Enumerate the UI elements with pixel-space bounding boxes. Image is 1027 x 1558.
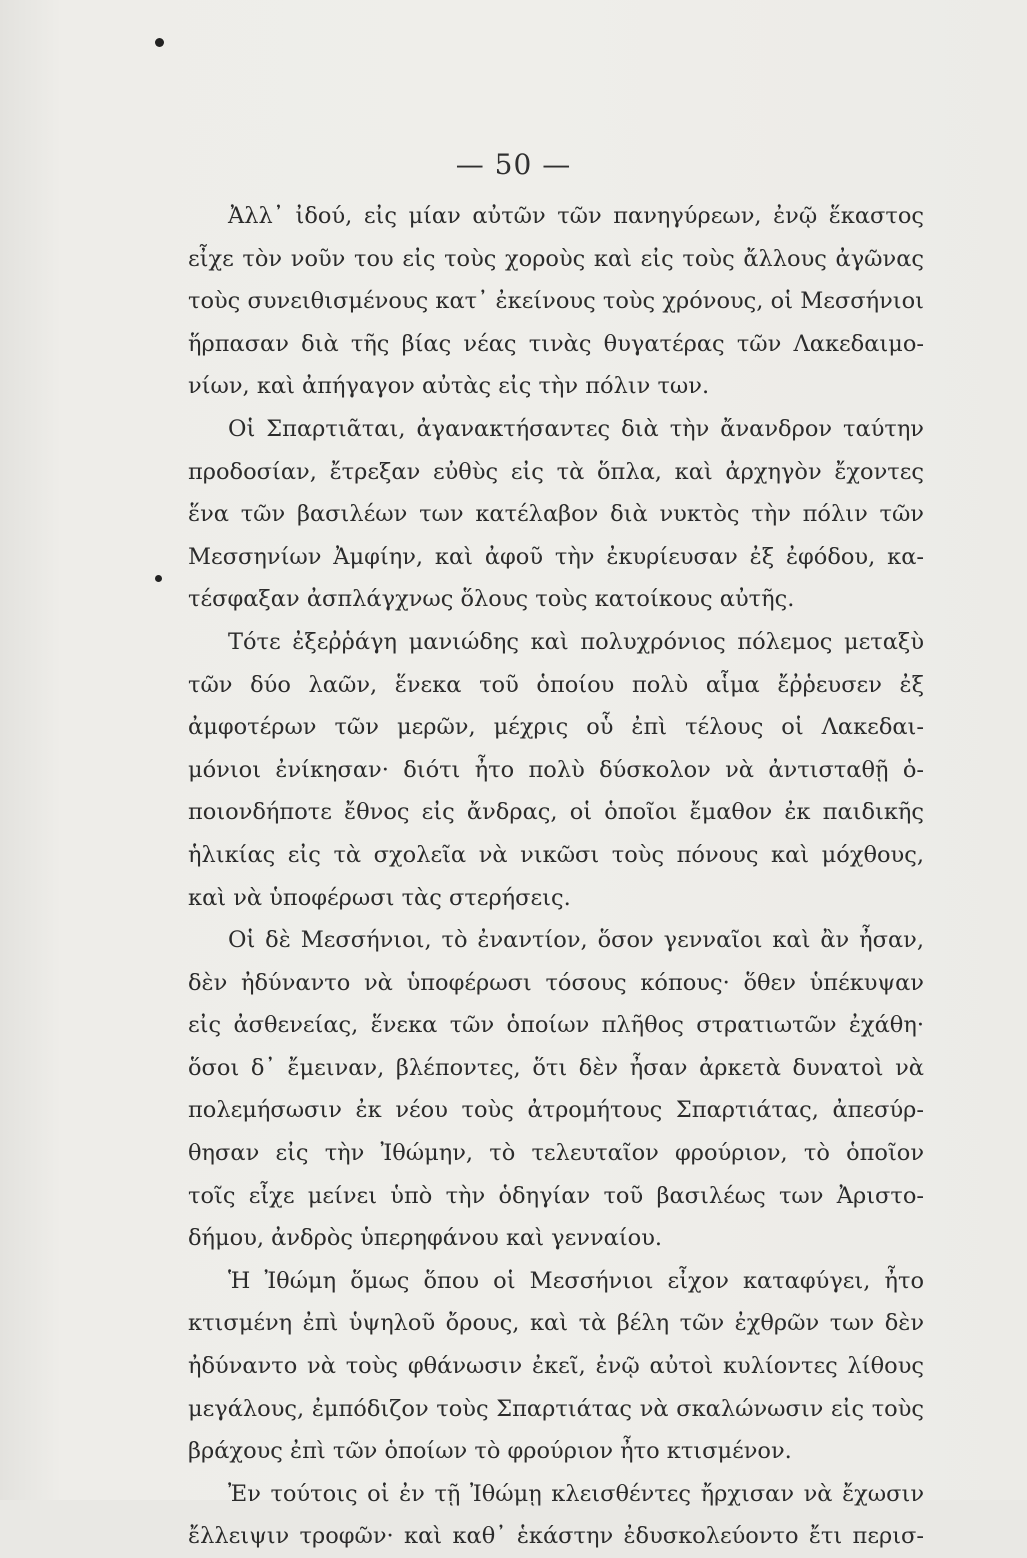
text-line: πολεμήσωσιν ἐκ νέου τοὺς ἀτρομήτους Σπαρτιάτας, ἀπεσύρ- — [188, 1097, 924, 1124]
text-line: μόνιοι ἐνίκησαν· διότι ἦτο πολὺ δύσκολον νὰ ἀντισταθῇ ὁ- — [188, 756, 924, 783]
ink-speck — [155, 575, 162, 582]
text-line: δὲν ἠδύναντο νὰ ὑποφέρωσι τόσους κόπους· ὅθεν ὑπέκυψαν — [188, 969, 924, 996]
text-line: ἕνα τῶν βασιλέων των κατέλαβον διὰ νυκτὸς τὴν πόλιν τῶν — [188, 501, 924, 528]
text-line: ἠδύναντο νὰ τοὺς φθάνωσιν ἐκεῖ, ἐνῷ αὐτοὶ κυλίοντες λίθους — [188, 1353, 924, 1380]
text-line: ἔλλειψιν τροφῶν· καὶ καθ᾿ ἑκάστην ἐδυσκολεύοντο ἔτι περισ- — [188, 1523, 924, 1550]
text-line: ἥρπασαν διὰ τῆς βίας νέας τινὰς θυγατέρας τῶν Λακεδαιμο- — [188, 330, 924, 357]
text-line: Ἡ Ἰθώμη ὅμως ὅπου οἱ Μεσσήνιοι εἶχον καταφύγει, ἦτο — [228, 1267, 924, 1294]
text-line: ἡλικίας εἰς τὰ σχολεῖα νὰ νικῶσι τοὺς πόνους καὶ μόχθους, — [188, 841, 924, 868]
text-line: τῶν δύο λαῶν, ἕνεκα τοῦ ὁποίου πολὺ αἷμα ἔῤῥευσεν ἐξ — [188, 671, 924, 698]
text-line: Οἱ Σπαρτιᾶται, ἀγανακτήσαντες διὰ τὴν ἄνανδρον ταύτην — [228, 415, 924, 442]
text-line: τοὺς συνειθισμένους κατ᾿ ἐκείνους τοὺς χρόνους, οἱ Μεσσήνιοι — [188, 288, 924, 315]
text-line: Οἱ δὲ Μεσσήνιοι, τὸ ἐναντίον, ὅσον γενναῖοι καὶ ἂν ἦσαν, — [228, 927, 924, 954]
text-line: τέσφαξαν ἀσπλάγχνως ὅλους τοὺς κατοίκους αὐτῆς. — [188, 586, 795, 613]
page-number: — 50 — — [455, 148, 572, 181]
text-line: ὅσοι δ᾿ ἔμειναν, βλέποντες, ὅτι δὲν ἦσαν ἀρκετὰ δυνατοὶ νὰ — [188, 1054, 924, 1081]
text-line: τοῖς εἶχε μείνει ὑπὸ τὴν ὁδηγίαν τοῦ βασιλέως των Ἀριστο- — [188, 1182, 924, 1209]
text-line: κτισμένη ἐπὶ ὑψηλοῦ ὄρους, καὶ τὰ βέλη τῶν ἐχθρῶν των δὲν — [188, 1310, 924, 1337]
text-line: εἰς ἀσθενείας, ἕνεκα τῶν ὁποίων πλῆθος στρατιωτῶν ἐχάθη· — [188, 1012, 924, 1039]
text-line: προδοσίαν, ἔτρεξαν εὐθὺς εἰς τὰ ὅπλα, καὶ ἀρχηγὸν ἔχοντες — [188, 458, 924, 485]
text-line: εἶχε τὸν νοῦν του εἰς τοὺς χοροὺς καὶ εἰς τοὺς ἄλλους ἀγῶνας — [188, 245, 924, 272]
text-line: δήμου, ἀνδρὸς ὑπερηφάνου καὶ γενναίου. — [188, 1225, 663, 1252]
text-line: νίων, καὶ ἀπήγαγον αὐτὰς εἰς τὴν πόλιν των. — [188, 373, 710, 400]
text-line: Ἀλλ᾿ ἰδού, εἰς μίαν αὐτῶν τῶν πανηγύρεων, ἐνῷ ἕκαστος — [228, 203, 924, 229]
text-line: μεγάλους, ἐμπόδιζον τοὺς Σπαρτιάτας νὰ σκαλώνωσιν εἰς τοὺς — [188, 1395, 924, 1422]
text-line: βράχους ἐπὶ τῶν ὁποίων τὸ φρούριον ἦτο κτισμένον. — [188, 1438, 792, 1465]
text-line: Μεσσηνίων Ἀμφίην, καὶ ἀφοῦ τὴν ἐκυρίευσαν ἐξ ἐφόδου, κα- — [188, 543, 924, 570]
text-line: ἀμφοτέρων τῶν μερῶν, μέχρις οὗ ἐπὶ τέλους οἱ Λακεδαι- — [188, 714, 924, 741]
text-line: ποιονδήποτε ἔθνος εἰς ἄνδρας, οἱ ὁποῖοι ἔμαθον ἐκ παιδικῆς — [188, 799, 924, 826]
text-line: Ἐν τούτοις οἱ ἐν τῇ Ἰθώμῃ κλεισθέντες ἤρχισαν νὰ ἔχωσιν — [228, 1480, 924, 1507]
body-text — [188, 195, 924, 1558]
text-line: Τότε ἐξεῤῥάγη μανιώδης καὶ πολυχρόνιος πόλεμος μεταξὺ — [228, 628, 924, 655]
ink-speck — [155, 38, 164, 47]
text-line: θησαν εἰς τὴν Ἰθώμην, τὸ τελευταῖον φρούριον, τὸ ὁποῖον — [188, 1140, 924, 1167]
text-line: καὶ νὰ ὑποφέρωσι τὰς στερήσεις. — [188, 884, 571, 911]
